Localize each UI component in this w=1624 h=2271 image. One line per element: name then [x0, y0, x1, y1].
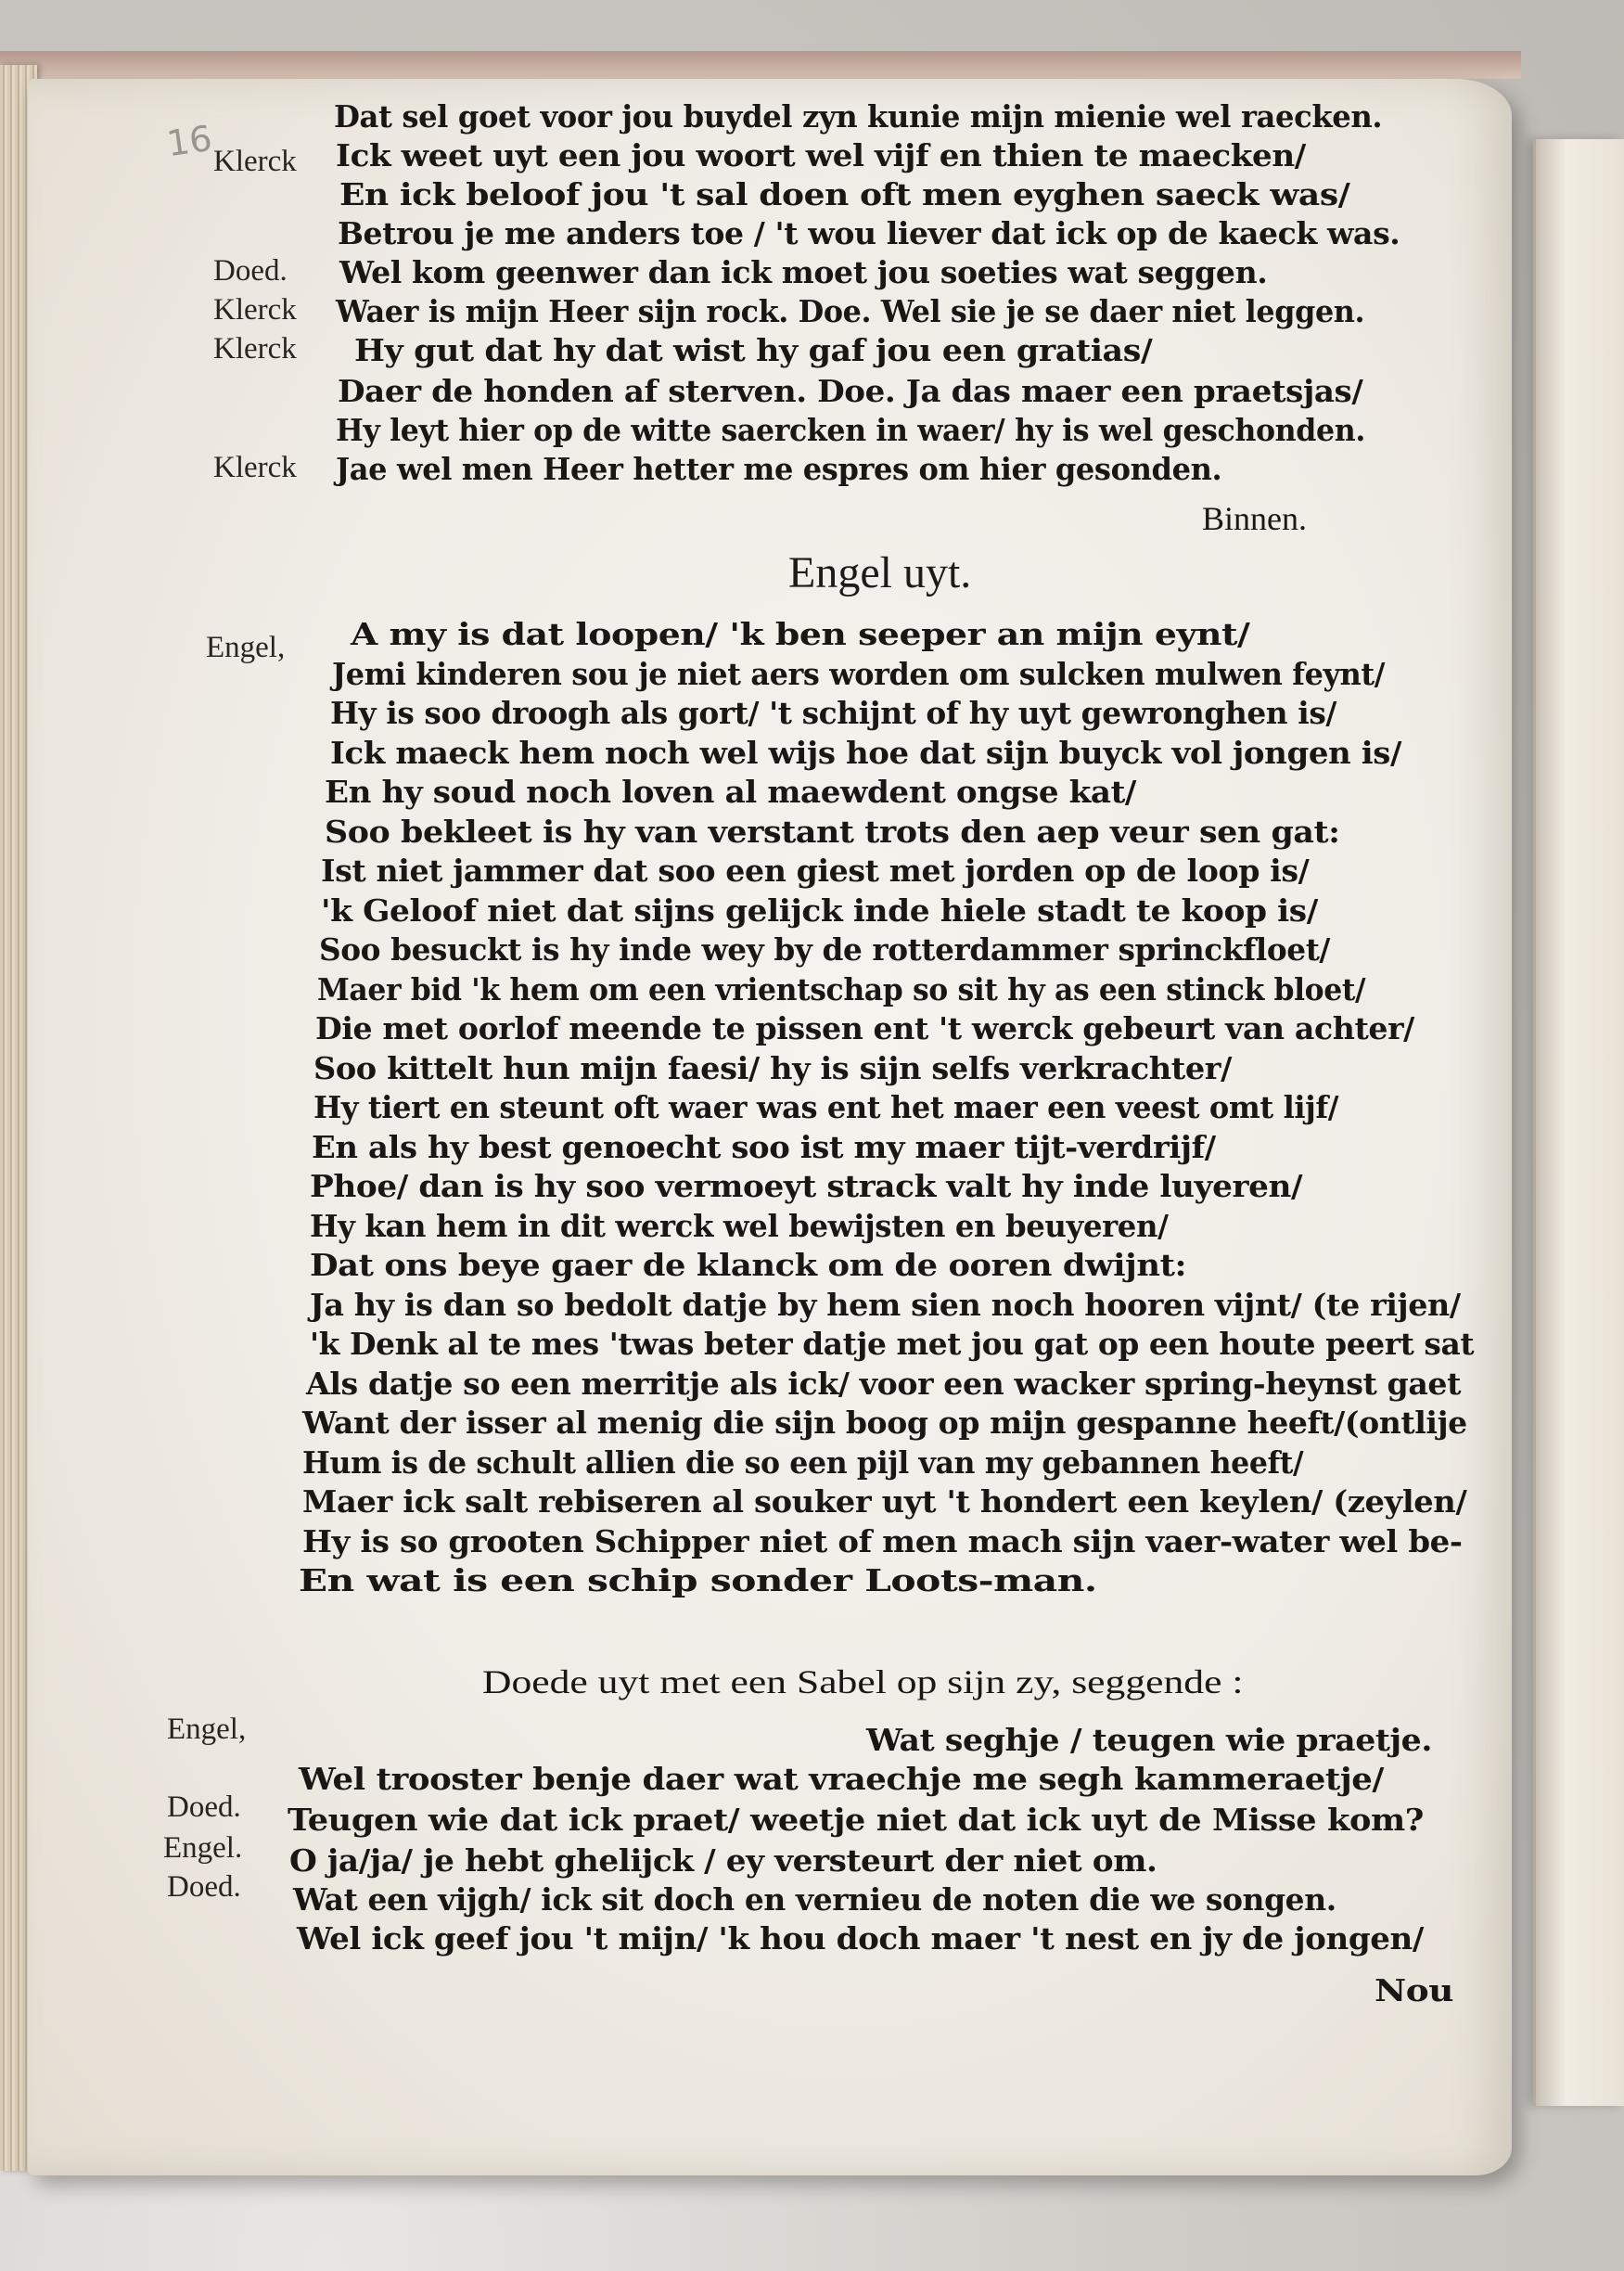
catchword: Nou: [1375, 1972, 1453, 2008]
verse-line: Wat een vijgh/ ick sit doch en vernieu de noten die we songen.: [293, 1881, 1336, 1918]
verse-line: Dat sel goet voor jou buydel zyn kunie mijn mienie wel raecken.: [334, 98, 1383, 135]
verse-line: Soo besuckt is hy inde wey by de rotterdammer sprinckfloet/: [319, 931, 1330, 968]
verse-line: Hy leyt hier op de witte saercken in waer/ hy is wel geschonden.: [336, 412, 1365, 448]
verse-line: Want der isser al menig die sijn boog op mijn gespanne heeft/(ontlije: [302, 1405, 1467, 1441]
verse-line: Hy kan hem in dit werck wel bewijsten en beuyeren/: [310, 1207, 1169, 1244]
verse-line: Ick maeck hem noch wel wijs hoe dat sijn buyck vol jongen is/: [330, 734, 1402, 771]
verse-line: Hy tiert en steunt oft waer was ent het maer een veest omt lijf/: [313, 1089, 1339, 1125]
verse-line: Die met oorlof meende te pissen ent 't werck gebeurt van achter/: [315, 1010, 1414, 1046]
verse-line: Wel trooster benje daer wat vraechje me segh kammeraetje/: [299, 1761, 1384, 1797]
stage-direction: Doede uyt met een Sabel op sijn zy, seggende :: [482, 1663, 1244, 1700]
speaker-label: Doed.: [167, 1870, 241, 1904]
verse-line: Maer bid 'k hem om een vrientschap so sit hy as een stinck bloet/: [317, 970, 1366, 1007]
verse-line: Als datje so een merritje als ick/ voor een wacker spring-heynst gaet: [306, 1365, 1462, 1402]
verse-line: Wel ick geef jou 't mijn/ 'k hou doch maer 't nest en jy de jongen/: [297, 1920, 1424, 1957]
scene-heading: Engel uyt.: [788, 548, 972, 597]
verse-line: Hum is de schult allien die so een pijl van my gebannen heeft/: [302, 1443, 1304, 1481]
speaker-label: Engel,: [206, 631, 286, 664]
verse-line: Waer is mijn Heer sijn rock. Doe. Wel sie je se daer niet leggen.: [336, 293, 1365, 329]
verse-line: Hy gut dat hy dat wist hy gaf jou een gratias/: [354, 332, 1153, 368]
verse-line: En hy soud noch loven al maewdent ongse kat/: [325, 774, 1136, 810]
verse-line: En ick beloof jou 't sal doen oft men eyghen saeck was/: [339, 176, 1350, 212]
verse-line: Betrou je me anders toe / 't wou liever dat ick op de kaeck was.: [338, 215, 1400, 251]
verse-line: Phoe/ dan is hy soo vermoeyt strack valt hy inde luyeren/: [310, 1168, 1303, 1204]
verse-line: Hy is so grooten Schipper niet of men mach sijn vaer-water wel be-: [302, 1522, 1463, 1559]
verse-line: 'k Denk al te mes 'twas beter datje met jou gat op een houte peert sat: [310, 1326, 1475, 1362]
verse-line: En als hy best genoecht soo ist my maer tijt-verdrijf/: [312, 1128, 1216, 1165]
speaker-label: Doed.: [167, 1790, 241, 1824]
verse-line: Jemi kinderen sou je niet aers worden om sulcken mulwen feynt/: [332, 655, 1386, 692]
verse-line: 'k Geloof niet dat sijns gelijck inde hiele stadt te koop is/: [321, 892, 1318, 929]
verse-line: Teugen wie dat ick praet/ weetje niet dat ick uyt de Misse kom?: [288, 1802, 1424, 1838]
verse-line: Ist niet jammer dat soo een giest met jorden op de loop is/: [321, 853, 1310, 889]
verse-line: Dat ons beye gaer de klanck om de ooren dwijnt:: [310, 1247, 1187, 1283]
book-binding-top: [0, 51, 1521, 79]
speaker-label: Klerck: [213, 293, 297, 327]
verse-line: Soo kittelt hun mijn faesi/ hy is sijn selfs verkrachter/: [313, 1049, 1232, 1086]
speaker-label: Klerck: [213, 332, 297, 366]
verse-line: O ja/ja/ je hebt ghelijck / ey versteurt der niet om.: [289, 1842, 1157, 1879]
verse-line: Daer de honden af sterven. Doe. Ja das maer een praetsjas/: [338, 373, 1363, 409]
speaker-label: Doed.: [213, 254, 288, 288]
verse-line: Ja hy is dan so bedolt datje by hem sien noch hooren vijnt/ (te rijen/: [310, 1286, 1461, 1323]
stage-exit: Binnen.: [1202, 500, 1307, 537]
speaker-label: Engel.: [163, 1831, 243, 1865]
facing-page-edge: [1533, 139, 1624, 2106]
verse-line: En wat is een schip sonder Loots-man.: [299, 1562, 1097, 1598]
verse-line: A my is dat loopen/ 'k ben seeper an mijn eynt/: [351, 616, 1250, 652]
verse-line: Wat seghje / teugen wie praetje.: [866, 1722, 1432, 1758]
verse-line: Ick weet uyt een jou woort wel vijf en thien te maecken/: [336, 137, 1306, 173]
speaker-label: Klerck: [213, 145, 297, 178]
verse-line: Soo bekleet is hy van verstant trots den aep veur sen gat:: [325, 813, 1340, 850]
speaker-label: Engel,: [167, 1713, 247, 1746]
speaker-label: Klerck: [213, 451, 297, 484]
page-number-pencil: 16: [164, 117, 215, 165]
verse-line: Maer ick salt rebiseren al souker uyt 't hondert een keylen/ (zeylen/: [302, 1483, 1467, 1520]
verse-line: Hy is soo droogh als gort/ 't schijnt of hy uyt gewronghen is/: [330, 695, 1336, 731]
book-page: [28, 79, 1512, 2175]
verse-line: Wel kom geenwer dan ick moet jou soeties wat seggen.: [339, 254, 1268, 290]
verse-line: Jae wel men Heer hetter me espres om hier gesonden.: [336, 451, 1222, 487]
